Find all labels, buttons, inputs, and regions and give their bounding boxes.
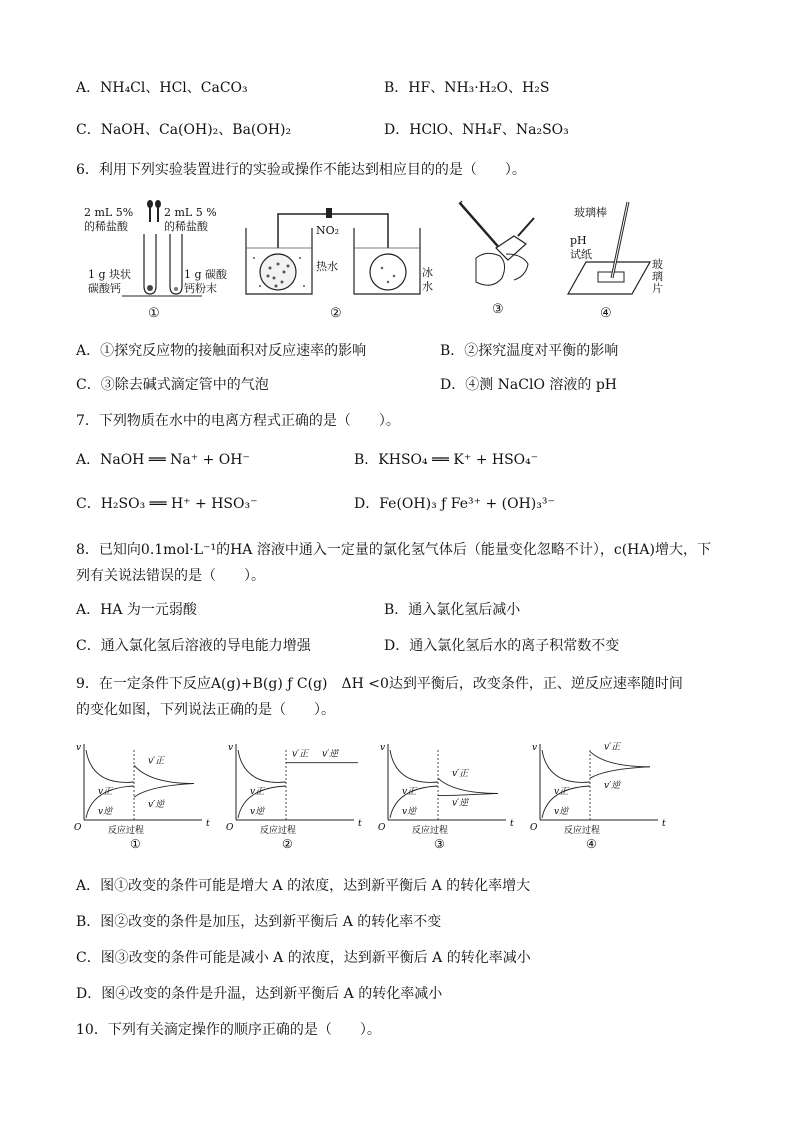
q9-rate-charts: [74, 738, 670, 860]
q6-option-d: D．④测 NaClO 溶液的 pH: [440, 377, 618, 393]
v-forward-label: v正: [250, 787, 265, 797]
v-reverse-prime-label: v′逆: [322, 749, 339, 760]
q7-option-c: C．H₂SO₃ ══ H⁺ + HSO₃⁻: [76, 496, 258, 512]
chart-number: ①: [130, 837, 141, 851]
v-reverse-prime-label: v′逆: [452, 798, 469, 809]
fig2-hot-water: 热水: [316, 260, 338, 273]
chart-number: ②: [282, 837, 293, 851]
axis-v-label: v: [532, 743, 538, 753]
q10-stem: 10．下列有关滴定操作的顺序正确的是（ ）。: [76, 1022, 381, 1038]
origin-label: O: [226, 823, 234, 833]
axis-t-label: t: [358, 819, 362, 829]
q6-option-c: C．③除去碱式滴定管中的气泡: [76, 377, 269, 393]
q8-option-a: A．HA 为一元弱酸: [76, 602, 197, 618]
q9-option-b: B．图②改变的条件是加压，达到新平衡后 A 的转化率不变: [76, 914, 442, 930]
v-forward-label: v正: [402, 787, 417, 797]
fig2-water: 水: [422, 280, 433, 293]
q6-stem: 6．利用下列实验装置进行的实验或操作不能达到相应目的的是（ ）。: [76, 162, 526, 178]
chart-number: ③: [434, 837, 445, 851]
q6-option-a: A．①探究反应物的接触面积对反应速率的影响: [76, 343, 367, 359]
chart-number: ④: [586, 837, 597, 851]
v-reverse-label: v逆: [250, 807, 265, 817]
fig2-gas-label: NO₂: [316, 224, 340, 237]
fig4-ph: pH: [570, 234, 587, 247]
v-forward-prime-label: v′正: [604, 742, 621, 753]
v-reverse-label: v逆: [402, 807, 417, 817]
q6-figure-1: [82, 198, 228, 328]
axis-v-label: v: [380, 743, 386, 753]
fig1-left-bottom2: 碳酸钙: [88, 282, 121, 295]
fig4-glass2: 璃: [652, 270, 663, 283]
v-forward-label: v正: [98, 787, 113, 797]
x-axis-label: 反应过程: [108, 826, 145, 836]
q9-option-d: D．图④改变的条件是升温，达到新平衡后 A 的转化率减小: [76, 986, 443, 1002]
v-reverse-prime-label: v′逆: [148, 800, 165, 811]
axis-t-label: t: [662, 819, 666, 829]
v-forward-prime-label: v′正: [452, 769, 469, 780]
fig2-ice: 冰: [422, 266, 433, 279]
v-forward-prime-label: v′正: [148, 756, 165, 767]
axis-v-label: v: [76, 743, 82, 753]
q5-option-d: D．HClO、NH₄F、Na₂SO₃: [384, 122, 569, 138]
fig1-left-top2: 的稀盐酸: [84, 220, 128, 233]
fig1-left-bottom: 1 g 块状: [88, 268, 132, 281]
fig4-paper: 试纸: [570, 248, 592, 261]
origin-label: O: [378, 823, 386, 833]
q6-figure-3: [456, 198, 546, 328]
q9-option-c: C．图③改变的条件可能是减小 A 的浓度，达到新平衡后 A 的转化率减小: [76, 950, 531, 966]
q7-option-b: B．KHSO₄ ══ K⁺ + HSO₄⁻: [354, 452, 539, 468]
fig1-right-bottom: 1 g 碳酸: [184, 268, 228, 281]
q5-option-b: B．HF、NH₃·H₂O、H₂S: [384, 80, 550, 96]
q9-option-a: A．图①改变的条件可能是增大 A 的浓度，达到新平衡后 A 的转化率增大: [76, 878, 531, 894]
fig4-rod-label: 玻璃棒: [574, 206, 607, 219]
axis-t-label: t: [510, 819, 514, 829]
fig1-right-top2: 的稀盐酸: [164, 220, 208, 233]
q6-option-b: B．②探究温度对平衡的影响: [440, 343, 619, 359]
v-reverse-label: v逆: [554, 807, 569, 817]
v-reverse-label: v逆: [98, 807, 113, 817]
q8-option-d: D．通入氯化氢后水的离子积常数不变: [384, 638, 620, 654]
fig1-right-top: 2 mL 5 %: [164, 206, 217, 219]
x-axis-label: 反应过程: [564, 826, 601, 836]
v-reverse-prime-label: v′逆: [604, 781, 621, 792]
q9-stem-line2: 的变化如图，下列说法正确的是（ ）。: [76, 702, 335, 718]
origin-label: O: [74, 823, 82, 833]
fig1-number: ①: [148, 306, 160, 321]
fig4-glass1: 玻: [652, 258, 663, 271]
v-forward-label: v正: [554, 787, 569, 797]
x-axis-label: 反应过程: [260, 826, 297, 836]
fig3-number: ③: [492, 302, 504, 317]
q8-option-b: B．通入氯化氢后减小: [384, 602, 521, 618]
origin-label: O: [530, 823, 538, 833]
q7-option-a: A．NaOH ══ Na⁺ + OH⁻: [76, 452, 250, 468]
q6-figure-4: [548, 198, 672, 328]
fig2-number: ②: [330, 306, 342, 321]
fig4-glass3: 片: [652, 282, 663, 295]
x-axis-label: 反应过程: [412, 826, 449, 836]
q7-option-d: D．Fe(OH)₃ ƒ Fe³⁺ + (OH)₃³⁻: [354, 496, 555, 512]
q8-option-c: C．通入氯化氢后溶液的导电能力增强: [76, 638, 311, 654]
q8-stem-line1: 8．已知向0.1mol·L⁻¹的HA 溶液中通入一定量的氯化氢气体后（能量变化忽略不计），c(HA)增大，下: [76, 542, 711, 558]
q9-stem-line1: 9．在一定条件下反应A(g)+B(g) ƒ C(g) ΔH <0达到平衡后，改变条件，正、逆反应速率随时间: [76, 676, 683, 692]
q6-figure-2: [238, 198, 434, 328]
q8-stem-line2: 列有关说法错误的是（ ）。: [76, 568, 265, 584]
axis-t-label: t: [206, 819, 210, 829]
fig4-number: ④: [600, 306, 612, 321]
q5-option-c: C．NaOH、Ca(OH)₂、Ba(OH)₂: [76, 122, 292, 138]
fig1-right-bottom2: 钙粉末: [184, 282, 217, 295]
q5-option-a: A．NH₄Cl、HCl、CaCO₃: [76, 80, 248, 96]
fig1-left-top: 2 mL 5%: [84, 206, 134, 219]
q7-stem: 7．下列物质在水中的电离方程式正确的是（ ）。: [76, 413, 400, 429]
v-forward-prime-label: v′正: [292, 749, 309, 760]
axis-v-label: v: [228, 743, 234, 753]
